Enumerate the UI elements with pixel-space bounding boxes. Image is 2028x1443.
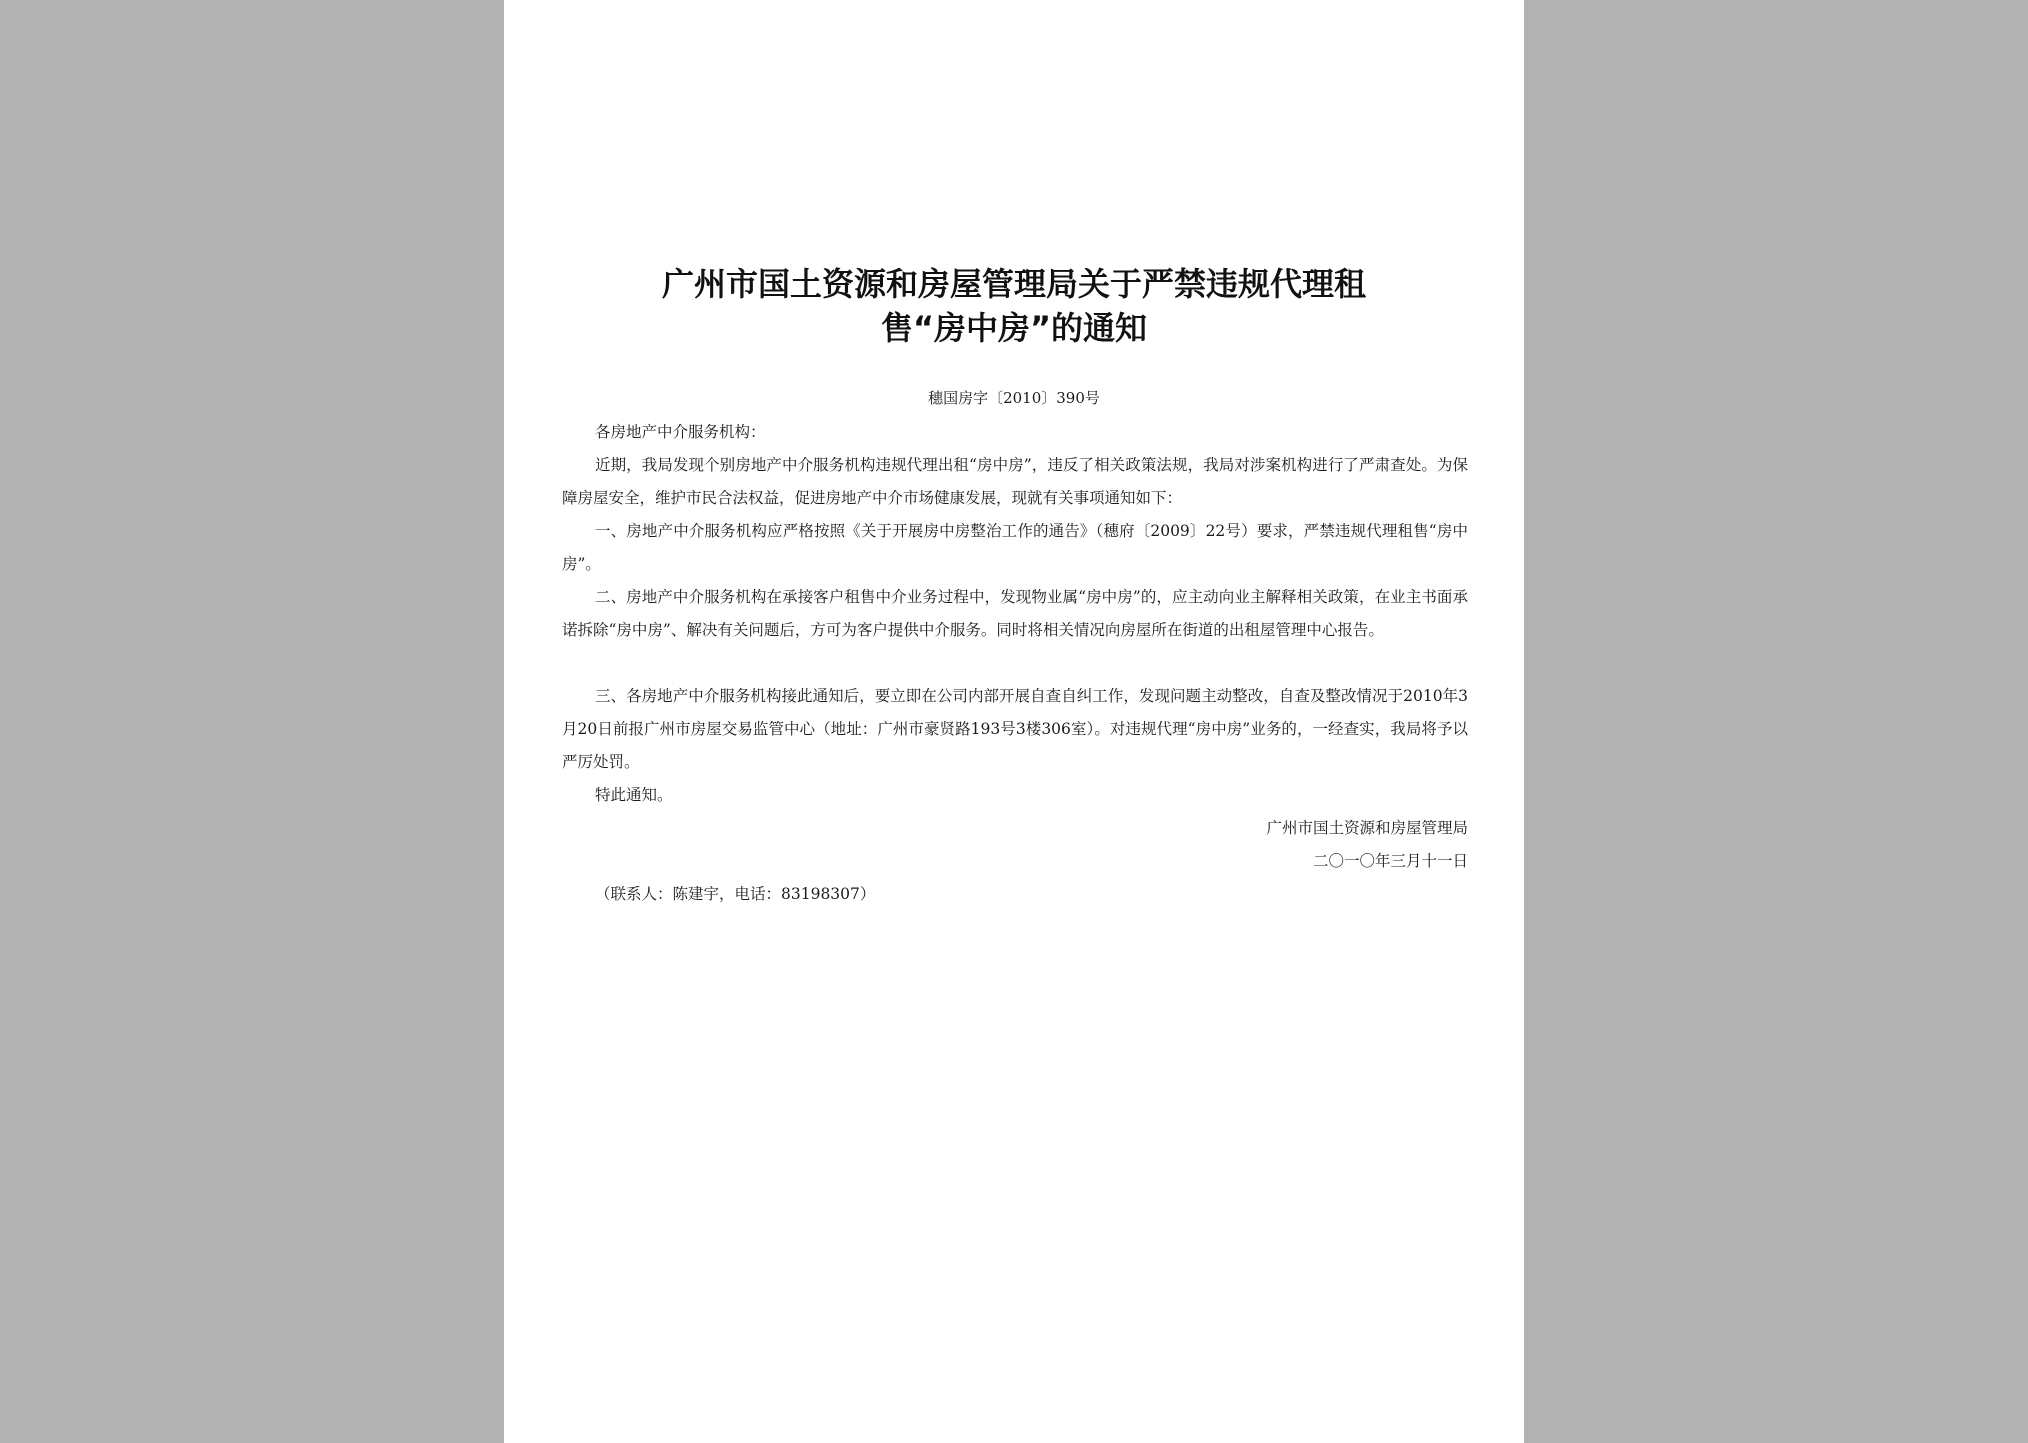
- document-page: [504, 0, 1524, 1443]
- salutation: 各房地产中介服务机构：: [595, 423, 766, 441]
- issuer-signature: 广州市国土资源和房屋管理局: [1266, 819, 1468, 837]
- document-number: 穗国房字〔2010〕390号: [928, 389, 1100, 407]
- title-line-2: 售“房中房”的通知: [880, 309, 1148, 347]
- item-1: 一、房地产中介服务机构应严格按照《关于开展房中房整治工作的通告》（穗府〔2009〕22号）要求，严禁违规代理租售“房中房”。: [562, 522, 1468, 573]
- closing-line: 特此通知。: [595, 786, 673, 804]
- item-2: 二、房地产中介服务机构在承接客户租售中介业务过程中，发现物业属“房中房”的，应主动向业主解释相关政策，在业主书面承诺拆除“房中房”、解决有关问题后，方可为客户提供中介服务。同时将相关情况向房屋所在街道的出租屋管理中心报告。: [562, 588, 1468, 639]
- title-line-1: 广州市国土资源和房屋管理局关于严禁违规代理租: [661, 265, 1366, 303]
- contact-info: （联系人：陈建宇，电话：83198307）: [595, 885, 876, 903]
- paragraph-intro: 近期，我局发现个别房地产中介服务机构违规代理出租“房中房”，违反了相关政策法规，我局对涉案机构进行了严肃查处。为保障房屋安全，维护市民合法权益，促进房地产中介市场健康发展，现就有关事项通知如下：: [562, 456, 1468, 507]
- issue-date: 二〇一〇年三月十一日: [1312, 852, 1468, 870]
- document-title: [504, 262, 1524, 350]
- item-3: 三、各房地产中介服务机构接此通知后，要立即在公司内部开展自查自纠工作，发现问题主动整改，自查及整改情况于2010年3月20日前报广州市房屋交易监管中心（地址：广州市豪贤路193号3楼306室）。对违规代理“房中房”业务的，一经查实，我局将予以严厉处罚。: [562, 687, 1468, 771]
